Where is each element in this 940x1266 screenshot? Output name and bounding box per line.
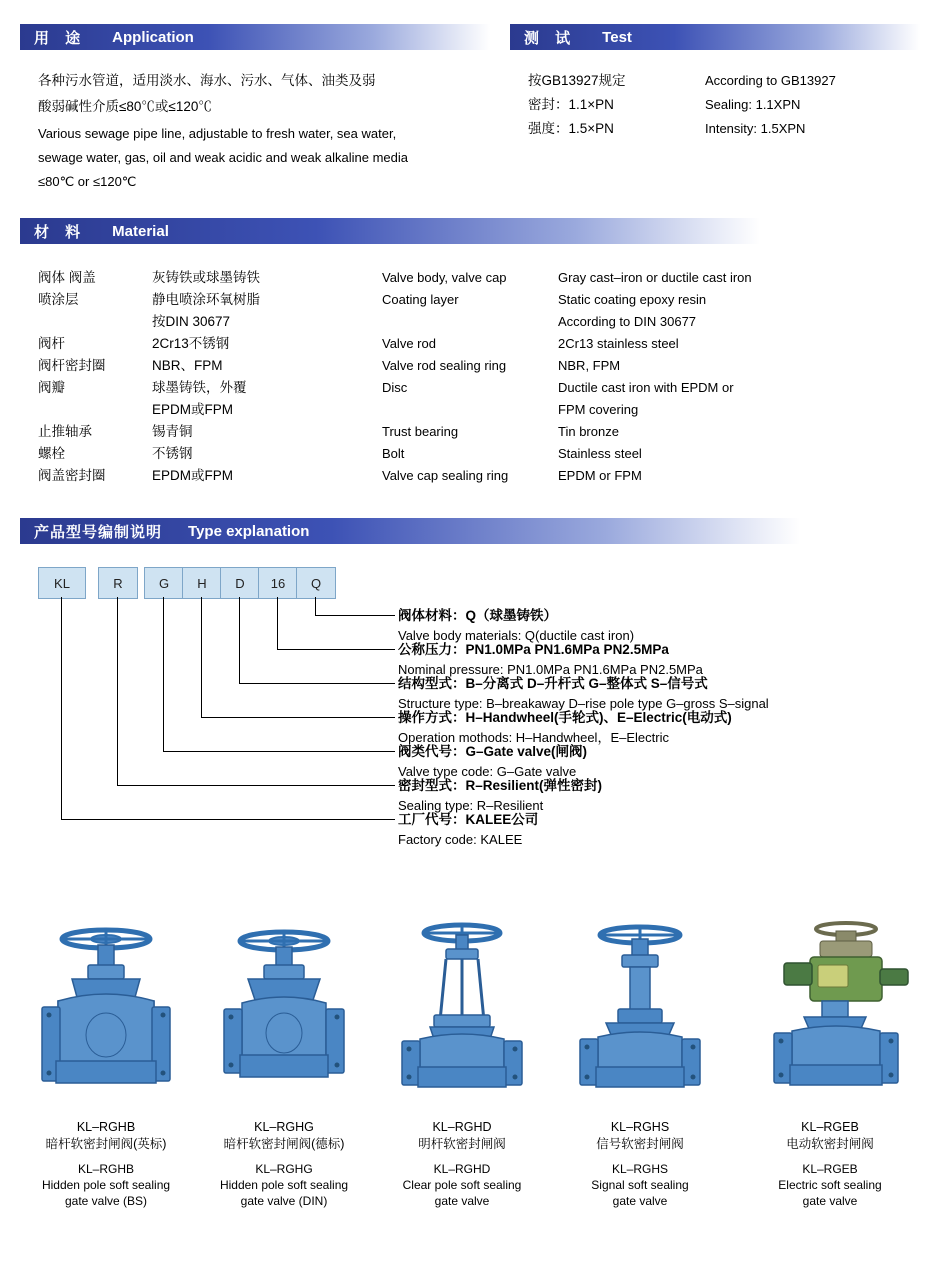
material-en-spec: FPM covering	[558, 402, 639, 417]
product-model-en: KL–RGHS	[611, 1162, 669, 1176]
material-cn-spec: 灰铸铁或球墨铸铁	[152, 270, 260, 285]
product-name-en-line-2: gate valve	[434, 1194, 490, 1208]
leader-line	[201, 717, 395, 718]
material-en-part: Disc	[382, 380, 408, 395]
product-name-en-line-1: Signal soft sealing	[591, 1178, 689, 1192]
product-model-en: KL–RGEB	[802, 1162, 858, 1176]
type-entry-cn-factory: 工厂代号：KALEE公司	[398, 812, 539, 827]
product-name-en-line-2: gate valve (BS)	[64, 1194, 148, 1208]
material-en-spec: Tin bronze	[558, 424, 619, 439]
type-entry-cn-valve-type: 阀类代号：G–Gate valve(闸阀)	[398, 744, 588, 759]
material-en-part: Trust bearing	[382, 424, 459, 439]
material-en-part: Valve cap sealing ring	[382, 468, 509, 483]
section-header-application	[20, 24, 490, 50]
material-cn-spec: 不锈钢	[152, 446, 193, 461]
section-header-test	[510, 24, 920, 50]
material-en-spec: Gray cast–iron or ductile cast iron	[558, 270, 752, 285]
valve-image-clear-pole	[368, 915, 556, 1115]
type-entry-en-factory: Factory code: KALEE	[398, 832, 523, 847]
material-en-part: Coating layer	[382, 292, 459, 307]
product-name-cn: 信号软密封闸阀	[596, 1137, 684, 1151]
leader-line	[117, 785, 395, 786]
product-name-en-line-2: gate valve	[612, 1194, 668, 1208]
material-cn-part: 阀体 阀盖	[38, 270, 96, 285]
valve-image-hidden-pole-bs	[12, 915, 200, 1115]
type-entry-cn-structure: 结构型式：B–分离式 D–升杆式 G–整体式 S–信号式	[398, 676, 708, 691]
material-cn-part: 阀杆密封圈	[38, 358, 106, 373]
leader-line	[117, 597, 118, 785]
material-cn-part: 阀盖密封圈	[38, 468, 106, 483]
code-box-factory: KL	[38, 567, 86, 599]
leader-line	[315, 615, 395, 616]
type-entry-en-sealing: Sealing type: R–Resilient	[398, 798, 544, 813]
leader-line	[61, 597, 62, 819]
material-cn-spec: 2Cr13不锈钢	[152, 336, 230, 351]
code-box-structure: D	[220, 567, 260, 599]
material-en-spec: NBR, FPM	[558, 358, 621, 373]
product-card-kl-rgeb	[736, 915, 924, 1209]
code-box-valve-type: G	[144, 567, 184, 599]
type-entry-en-pressure: Nominal pressure: PN1.0MPa PN1.6MPa PN2.5MPa	[398, 662, 703, 677]
material-cn-spec: 球墨铸铁，外覆	[152, 380, 247, 395]
material-en-spec: Ductile cast iron with EPDM or	[558, 380, 734, 395]
application-en-line-1: Various sewage pipe line, adjustable to fresh water, sea water,	[38, 126, 397, 141]
test-en-line-3: Intensity: 1.5XPN	[705, 121, 806, 136]
type-entry-cn-pressure: 公称压力：PN1.0MPa PN1.6MPa PN2.5MPa	[398, 642, 669, 657]
section-title-cn: 用 途	[34, 29, 87, 47]
leader-line	[163, 751, 395, 752]
material-cn-part: 止推轴承	[38, 424, 92, 439]
material-cn-spec: 锡青铜	[152, 424, 193, 439]
material-cn-spec: 静电喷涂环氧树脂	[152, 292, 260, 307]
product-name-en-line-1: Hidden pole soft sealing	[41, 1178, 171, 1192]
type-entry-en-operation: Operation mothods: H–Handwheel，E–Electric	[398, 730, 669, 745]
leader-line	[277, 649, 395, 650]
product-card-kl-rghg	[190, 915, 378, 1209]
material-en-part: Valve rod	[382, 336, 436, 351]
material-cn-part: 阀杆	[38, 336, 65, 351]
material-cn-part: 阀瓣	[38, 380, 65, 395]
section-title-en: Test	[602, 28, 632, 46]
test-cn-line-1: 按GB13927规定	[528, 73, 626, 88]
code-box-sealing: R	[98, 567, 138, 599]
type-entry-cn-body-material: 阀体材料：Q（球墨铸铁）	[398, 608, 558, 623]
type-entry-en-valve-type: Valve type code: G–Gate valve	[398, 764, 577, 779]
leader-line	[315, 597, 316, 615]
section-header-type-explanation	[20, 518, 800, 544]
application-en-line-3: ≤80℃ or ≤120℃	[38, 174, 137, 189]
section-header-material	[20, 218, 760, 244]
product-name-en-line-2: gate valve (DIN)	[240, 1194, 328, 1208]
product-card-kl-rghd	[368, 915, 556, 1209]
leader-line	[239, 683, 395, 684]
type-entry-cn-sealing: 密封型式：R–Resilient(弹性密封)	[398, 778, 603, 793]
material-en-spec: Stainless steel	[558, 446, 642, 461]
application-cn-line-2: 酸弱碱性介质≤80℃或≤120℃	[38, 99, 212, 114]
material-cn-part: 螺栓	[38, 446, 65, 461]
product-name-cn: 暗杆软密封闸阀(英标)	[45, 1137, 167, 1151]
test-cn-line-3: 强度：1.5×PN	[528, 121, 614, 136]
leader-line	[277, 597, 278, 649]
leader-line	[201, 597, 202, 717]
product-model-cn: KL–RGHS	[610, 1120, 670, 1134]
type-entry-cn-operation: 操作方式：H–Handwheel(手轮式)、E–Electric(电动式)	[398, 710, 732, 725]
leader-line	[163, 597, 164, 751]
material-en-spec: Static coating epoxy resin	[558, 292, 707, 307]
type-entry-en-structure: Structure type: B–breakaway D–rise pole type G–gross S–signal	[398, 696, 769, 711]
material-cn-spec: 按DIN 30677	[152, 314, 231, 329]
product-model-en: KL–RGHB	[77, 1162, 135, 1176]
material-cn-spec: NBR、FPM	[152, 358, 223, 373]
product-model-cn: KL–RGHB	[76, 1120, 136, 1134]
test-en-line-2: Sealing: 1.1XPN	[705, 97, 801, 112]
section-title-cn: 材 料	[34, 223, 87, 241]
product-model-cn: KL–RGEB	[801, 1120, 859, 1134]
material-en-part: Valve body, valve cap	[382, 270, 507, 285]
material-cn-spec: EPDM或FPM	[152, 468, 233, 483]
product-model-cn: KL–RGHG	[254, 1120, 314, 1134]
code-box-operation: H	[182, 567, 222, 599]
leader-line	[239, 597, 240, 683]
section-title-en: Material	[112, 222, 169, 240]
product-name-cn: 电动软密封闸阀	[786, 1137, 874, 1151]
product-name-en-line-2: gate valve	[802, 1194, 858, 1208]
material-cn-part: 喷涂层	[38, 292, 79, 307]
application-en-line-2: sewage water, gas, oil and weak acidic and weak alkaline media	[38, 150, 408, 165]
product-model-en: KL–RGHD	[433, 1162, 491, 1176]
product-model-cn: KL–RGHD	[432, 1120, 492, 1134]
material-en-spec: 2Cr13 stainless steel	[558, 336, 679, 351]
material-en-part: Bolt	[382, 446, 405, 461]
type-entry-en-body-material: Valve body materials: Q(ductile cast iron)	[398, 628, 635, 643]
product-card-kl-rghb	[12, 915, 200, 1209]
test-en-line-1: According to GB13927	[705, 73, 836, 88]
code-box-body-material: Q	[296, 567, 336, 599]
section-title-cn: 测 试	[524, 29, 577, 47]
material-en-part: Valve rod sealing ring	[382, 358, 507, 373]
product-model-en: KL–RGHG	[255, 1162, 313, 1176]
application-cn-line-1: 各种污水管道，适用淡水、海水、污水、气体、油类及弱	[38, 73, 376, 88]
section-title-en: Application	[112, 28, 194, 46]
product-card-kl-rghs	[546, 915, 734, 1209]
product-name-cn: 明杆软密封闸阀	[418, 1137, 506, 1151]
section-title-en: Type explanation	[188, 522, 310, 540]
leader-line	[61, 819, 395, 820]
product-name-en-line-1: Electric soft sealing	[778, 1178, 882, 1192]
valve-image-electric	[736, 915, 924, 1115]
test-cn-line-2: 密封：1.1×PN	[528, 97, 614, 112]
material-en-spec: According to DIN 30677	[558, 314, 697, 329]
code-box-pressure: 16	[258, 567, 298, 599]
section-title-cn: 产品型号编制说明	[34, 523, 163, 541]
product-name-en-line-1: Hidden pole soft sealing	[219, 1178, 349, 1192]
product-name-en-line-1: Clear pole soft sealing	[402, 1178, 522, 1192]
product-name-cn: 暗杆软密封闸阀(德标)	[223, 1137, 345, 1151]
valve-image-hidden-pole-din	[190, 915, 378, 1115]
valve-image-signal	[546, 915, 734, 1115]
material-cn-spec: EPDM或FPM	[152, 402, 233, 417]
material-en-spec: EPDM or FPM	[558, 468, 642, 483]
